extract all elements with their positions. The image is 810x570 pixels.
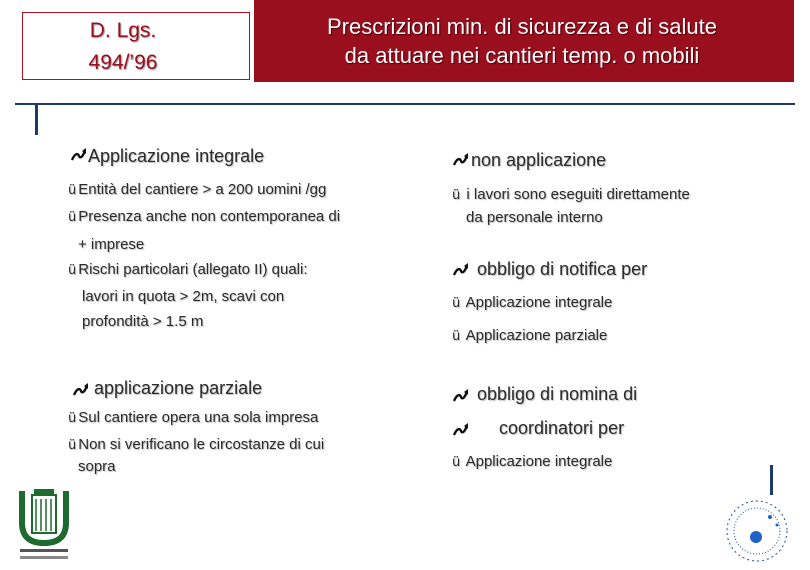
squiggle-arrow-icon	[452, 260, 472, 278]
check-icon: ü	[452, 188, 461, 203]
check-icon: ü	[68, 411, 77, 426]
squiggle-arrow-icon	[452, 386, 472, 404]
check-icon: ü	[452, 455, 461, 470]
law-reference-line2: 494/’96	[88, 51, 158, 74]
heading-coordinatori: coordinatori per	[499, 418, 625, 438]
list-item: ü Presenza anche non contemporanea di	[68, 208, 341, 225]
title-line1: Prescrizioni min. di sicurezza e di salute	[326, 14, 718, 39]
list-item: ü Rischi particolari (allegato II) quali:	[68, 261, 308, 278]
list-item: ü Applicazione parziale	[452, 327, 608, 344]
title-line2: da attuare nei cantieri temp. o mobili	[344, 43, 700, 68]
heading-obbligo-notifica: obbligo di notifica per	[477, 259, 648, 279]
heading-non-applicazione: non applicazione	[471, 150, 607, 170]
squiggle-arrow-icon	[452, 420, 472, 438]
check-icon: ü	[68, 210, 77, 225]
check-icon: ü	[452, 329, 461, 344]
list-item: ü Applicazione integrale	[452, 453, 613, 470]
list-item: ü i lavori sono eseguiti direttamente	[452, 186, 690, 203]
divider-horizontal	[15, 103, 795, 105]
squiggle-arrow-icon	[70, 145, 90, 163]
law-reference-line1: D. Lgs.	[89, 19, 157, 42]
divider-tick-right	[770, 465, 773, 495]
list-item-continuation: + imprese	[78, 236, 145, 253]
squiggle-arrow-icon	[72, 380, 92, 398]
law-reference-box	[22, 12, 250, 80]
list-item: ü Applicazione integrale	[452, 294, 613, 311]
title-banner	[254, 0, 794, 82]
list-item-continuation: lavori in quota > 2m, scavi con	[82, 288, 285, 305]
heading-applicazione-integrale: Applicazione integrale	[88, 146, 265, 166]
list-item: ü Non si verificano le circostanze di cui	[68, 436, 325, 453]
university-logo	[14, 487, 74, 565]
check-icon: ü	[68, 438, 77, 453]
list-item-continuation: profondità > 1.5 m	[82, 313, 204, 330]
divider-tick-left	[35, 103, 38, 135]
list-item: ü Sul cantiere opera una sola impresa	[68, 409, 319, 426]
list-item: ü Entità del cantiere > a 200 uomini /gg	[68, 181, 327, 198]
heading-applicazione-parziale: applicazione parziale	[94, 378, 263, 398]
institute-seal	[722, 495, 792, 565]
list-item-continuation: sopra	[78, 458, 116, 475]
squiggle-arrow-icon	[452, 150, 472, 168]
check-icon: ü	[452, 296, 461, 311]
heading-obbligo-nomina: obbligo di nomina di	[477, 384, 638, 404]
list-item-continuation: da personale interno	[466, 209, 603, 226]
check-icon: ü	[68, 263, 77, 278]
check-icon: ü	[68, 183, 77, 198]
